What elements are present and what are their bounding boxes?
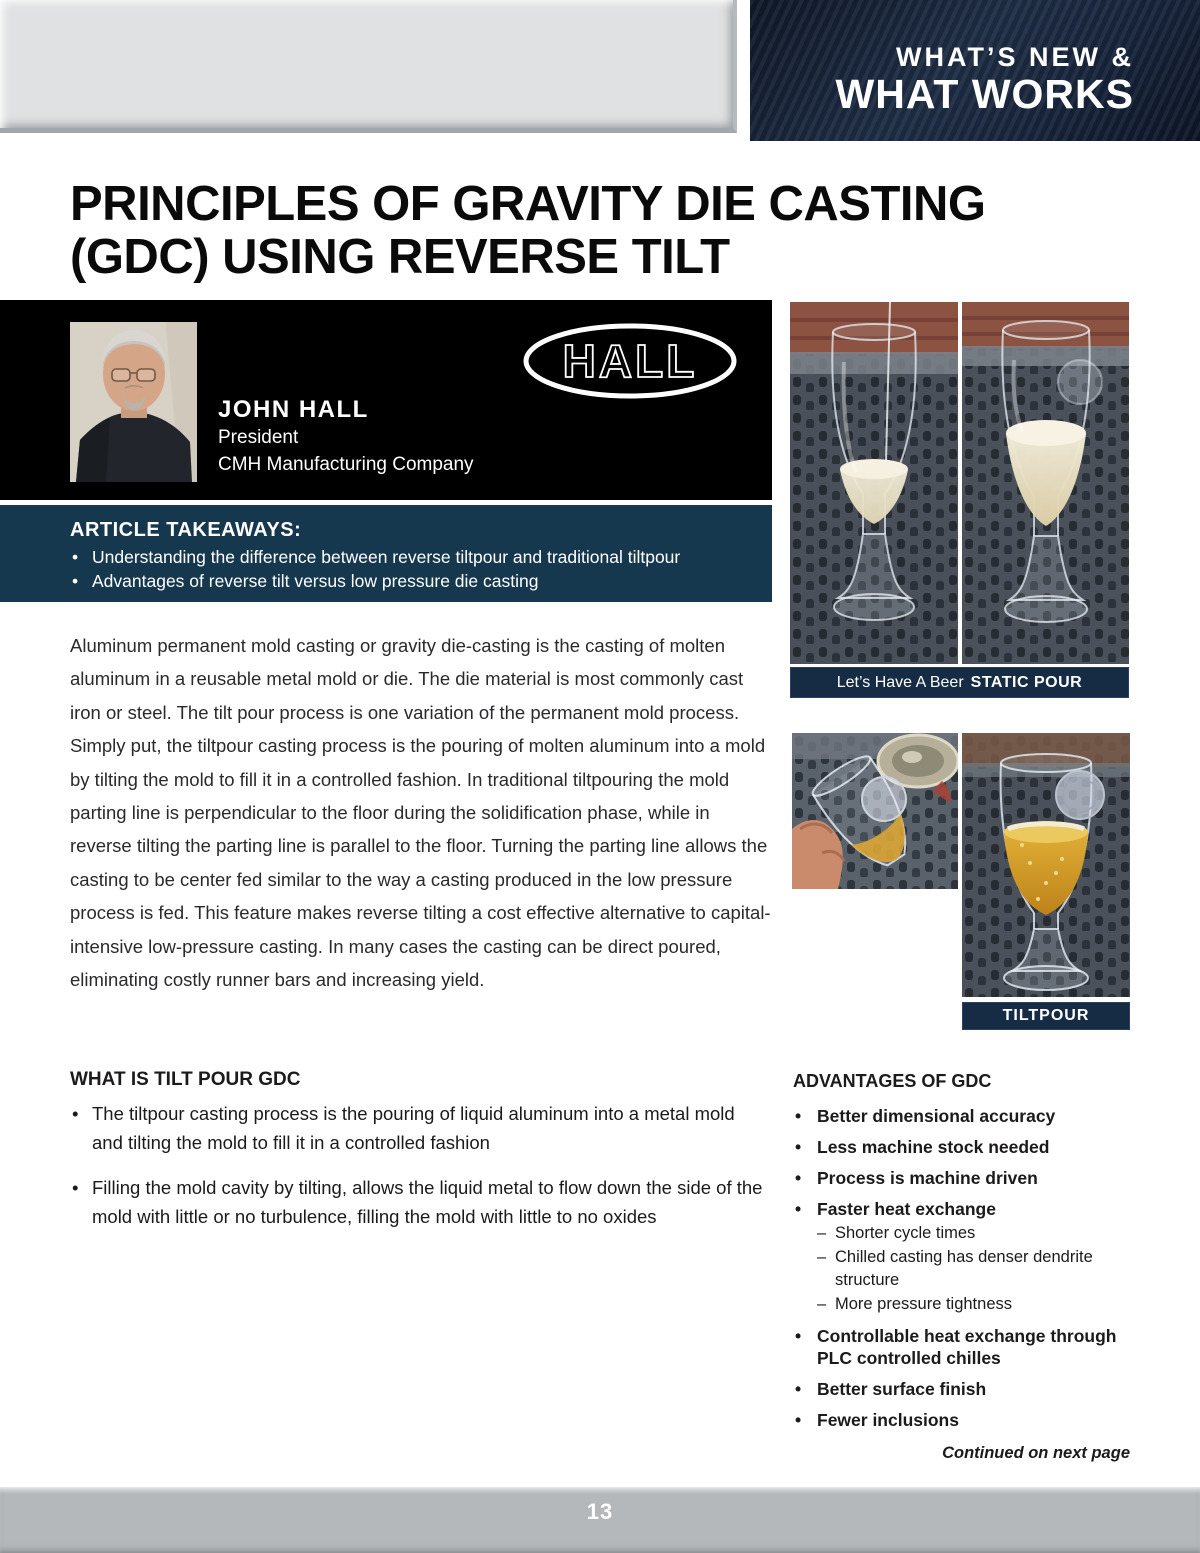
figure-static-pour-empty-glass <box>790 302 958 664</box>
article-takeaways-panel <box>0 505 772 602</box>
takeaways-list <box>70 545 752 593</box>
advantage-item: • Better surface finish <box>793 1378 1138 1400</box>
author-role: President <box>218 427 299 448</box>
advantage-item: • Controllable heat exchange through PLC controlled chilles <box>793 1325 1138 1369</box>
takeaway-item: • Advantages of reverse tilt versus low pressure die casting <box>70 569 752 593</box>
article-title: PRINCIPLES OF GRAVITY DIE CASTING (GDC) USING REVERSE TILT <box>70 177 986 284</box>
svg-text:HALL: HALL <box>562 335 698 387</box>
takeaways-heading: ARTICLE TAKEAWAYS: <box>70 519 302 541</box>
figure-tiltpour-result <box>962 733 1130 997</box>
what-is-list <box>70 1099 770 1231</box>
advantage-item: • Better dimensional accuracy <box>793 1105 1138 1127</box>
advantage-item: • Fewer inclusions <box>793 1409 1138 1431</box>
section-banner <box>750 0 1200 141</box>
author-block <box>218 396 474 478</box>
author-company: CMH Manufacturing Company <box>218 454 474 475</box>
intro-paragraph: Aluminum permanent mold casting or gravity die-casting is the casting of molten aluminum in a reusable metal mold or die. The die material is most commonly cast iron or steel. The tilt pour process is one variation of the permanent mold process. Simply put, the tiltpour casting process is the pouring of molten aluminum into a mold by tilting the mold to fill it in a controlled fashion. In traditional tiltpouring the mold parting line is perpendicular to the floor during the solidification phase, while in reverse tilting the parting line is parallel to the floor. Turning the parting line allows the casting to be center fed similar to the way a casting produced in the low pressure process is fed. This feature makes reverse tilting a cost effective alternative to capital-intensive low-pressure casting. In many cases the casting can be direct poured, eliminating costly runner bars and increasing yield. <box>70 635 771 991</box>
hall-logo <box>520 321 740 401</box>
what-is-item: • Filling the mold cavity by tilting, allows the liquid metal to flow down the side of the mold with little or no turbulence, filling the mold with little to no oxides <box>70 1173 770 1231</box>
author-photo <box>70 322 197 482</box>
tiltpour-caption <box>962 1002 1130 1030</box>
author-name: JOHN HALL <box>218 396 369 423</box>
banner-kicker: WHAT’S NEW & <box>896 42 1134 72</box>
advantage-label: Faster heat exchange <box>817 1199 996 1219</box>
static-pour-caption <box>790 667 1129 698</box>
caption-text: TILTPOUR <box>1002 1007 1090 1024</box>
figure-tiltpour-action <box>792 733 958 889</box>
banner-title: WHAT WORKS <box>835 71 1134 117</box>
what-is-section <box>70 1068 770 1247</box>
figure-static-pour-foamy-glass <box>962 302 1129 664</box>
what-is-item: • The tiltpour casting process is the pouring of liquid aluminum into a metal mold and tilting the mold to fill it in a controlled fashion <box>70 1099 770 1157</box>
brushed-metal-plate <box>0 0 737 133</box>
continued-note: Continued on next page <box>942 1444 1130 1462</box>
advantage-item: • Less machine stock needed <box>793 1136 1138 1158</box>
takeaway-item: • Understanding the difference between reverse tiltpour and traditional tiltpour <box>70 545 752 569</box>
advantage-item: • Process is machine driven <box>793 1167 1138 1189</box>
advantages-list <box>793 1105 1138 1431</box>
what-is-heading: WHAT IS TILT POUR GDC <box>70 1069 301 1090</box>
advantages-heading: ADVANTAGES OF GDC <box>793 1071 992 1091</box>
advantage-subitem: – More pressure tightness <box>817 1293 1138 1317</box>
caption-emphasis: STATIC POUR <box>970 673 1083 691</box>
author-panel <box>0 300 772 500</box>
advantage-subitem: – Shorter cycle times <box>817 1222 1138 1246</box>
advantages-section <box>793 1070 1138 1440</box>
advantage-sublist <box>817 1222 1138 1316</box>
caption-text: Let’s Have A Beer <box>836 673 964 691</box>
page-number: 13 <box>586 1499 614 1524</box>
advantage-item <box>793 1198 1138 1316</box>
advantage-subitem: – Chilled casting has denser dendrite structure <box>817 1246 1138 1293</box>
